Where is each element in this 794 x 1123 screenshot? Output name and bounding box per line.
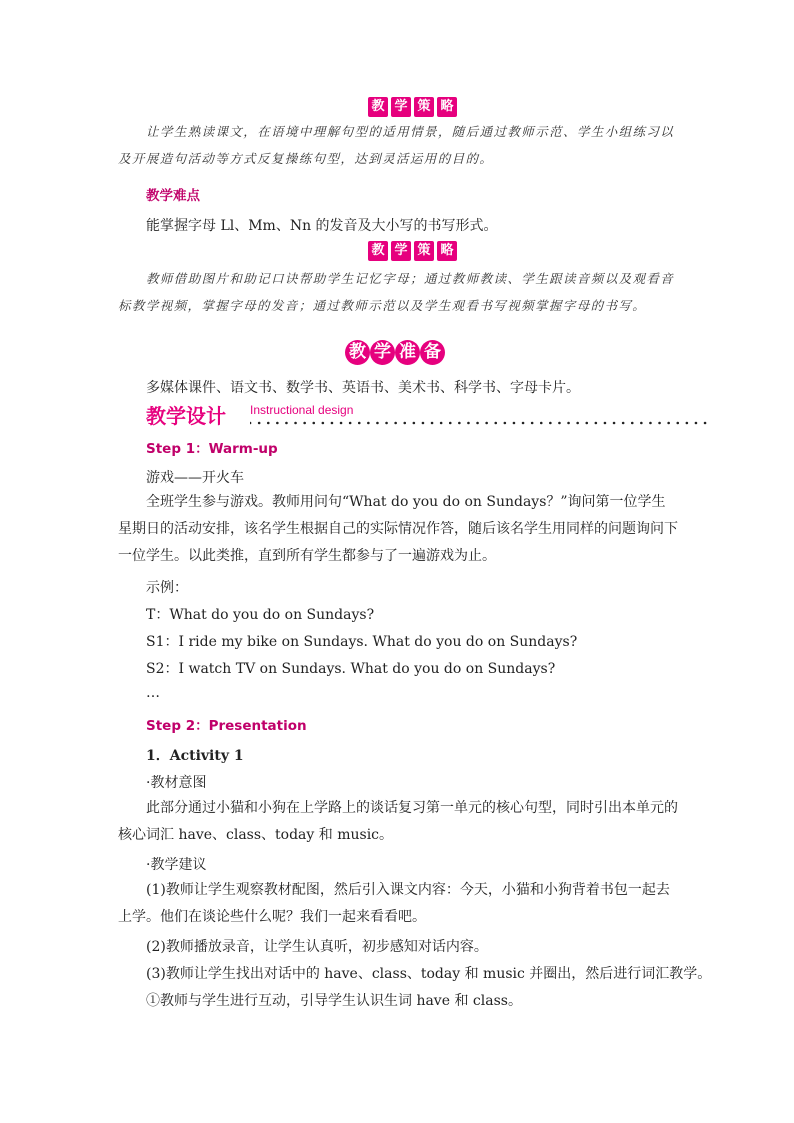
strategy-text-2: 教师借助图片和助记口诀帮助学生记忆字母；通过教师教读、学生跟读音频以及观看音标教学视频，掌握字母的发音；通过教师示范以及学生观看书写视频掌握字母的书写。 — [118, 271, 675, 313]
suggest-1: (1)教师让学生观察教材配图，然后引入课文内容：今天，小猫和小狗背着书包一起去上学。他们在谈论些什么呢？我们一起来看看吧。 — [118, 882, 670, 925]
suggest-2: (2)教师播放录音，让学生认真听，初步感知对话内容。 — [146, 939, 488, 955]
badge-char: 备 — [420, 340, 445, 365]
badge-char: 略 — [437, 97, 457, 117]
suggest-label: ·教学建议 — [146, 857, 207, 873]
strategy-text-1: 让学生熟读课文，在语境中理解句型的适用情景，随后通过教师示范、学生小组练习以及开展造句活动等方式反复操练句型，达到灵活运用的目的。 — [118, 124, 675, 166]
badge-char: 略 — [437, 241, 457, 261]
badge-char: 学 — [370, 340, 395, 365]
step2-heading: Step 2：Presentation — [146, 718, 307, 734]
prep-badge — [345, 340, 445, 365]
step1-heading: Step 1：Warm-up — [146, 441, 278, 457]
strategy-badge-1 — [368, 97, 457, 117]
badge-char: 准 — [395, 340, 420, 365]
intent-text: 此部分通过小猫和小狗在上学路上的谈话复习第一单元的核心句型，同时引出本单元的核心词汇 have、class、today 和 music。 — [118, 800, 678, 843]
intent-label: ·教材意图 — [146, 775, 207, 791]
design-title: 教学设计 — [146, 404, 226, 428]
design-subtitle: Instructional design — [250, 403, 354, 417]
suggest-3: (3)教师让学生找出对话中的 have、class、today 和 music 并圈出，然后进行词汇教学。 — [146, 966, 712, 982]
difficulty-text: 能掌握字母 Ll、Mm、Nn 的发音及大小写的书写形式。 — [146, 218, 498, 234]
badge-char: 学 — [391, 97, 411, 117]
example-label: 示例： — [146, 580, 188, 596]
badge-char: 学 — [391, 241, 411, 261]
example-line: S2：I watch TV on Sundays. What do you do on Sundays? — [146, 661, 556, 677]
badge-char: 策 — [414, 97, 434, 117]
badge-char: 教 — [345, 340, 370, 365]
activity1-heading: 1．Activity 1 — [146, 748, 244, 764]
game-name: 游戏——开火车 — [146, 470, 244, 486]
badge-char: 策 — [414, 241, 434, 261]
example-line: T：What do you do on Sundays? — [146, 607, 375, 623]
badge-char: 教 — [368, 97, 388, 117]
suggest-4: ①教师与学生进行互动，引导学生认识生词 have 和 class。 — [146, 993, 522, 1009]
game-desc: 全班学生参与游戏。教师用问句“What do you do on Sundays？”询问第一位学生星期日的活动安排，该名学生根据自己的实际情况作答，随后该名学生用同样的问题询问下一位学生。以此类推，直到所有学生都参与了一遍游戏为止。 — [118, 494, 678, 564]
badge-char: 教 — [368, 241, 388, 261]
strategy-badge-2 — [368, 241, 457, 261]
dotted-divider — [250, 420, 710, 426]
prep-text: 多媒体课件、语文书、数学书、英语书、美术书、科学书、字母卡片。 — [146, 380, 580, 396]
difficulty-heading: 教学难点 — [146, 188, 200, 204]
example-line: S1：I ride my bike on Sundays. What do you do on Sundays? — [146, 634, 578, 650]
example-line: … — [146, 685, 160, 701]
